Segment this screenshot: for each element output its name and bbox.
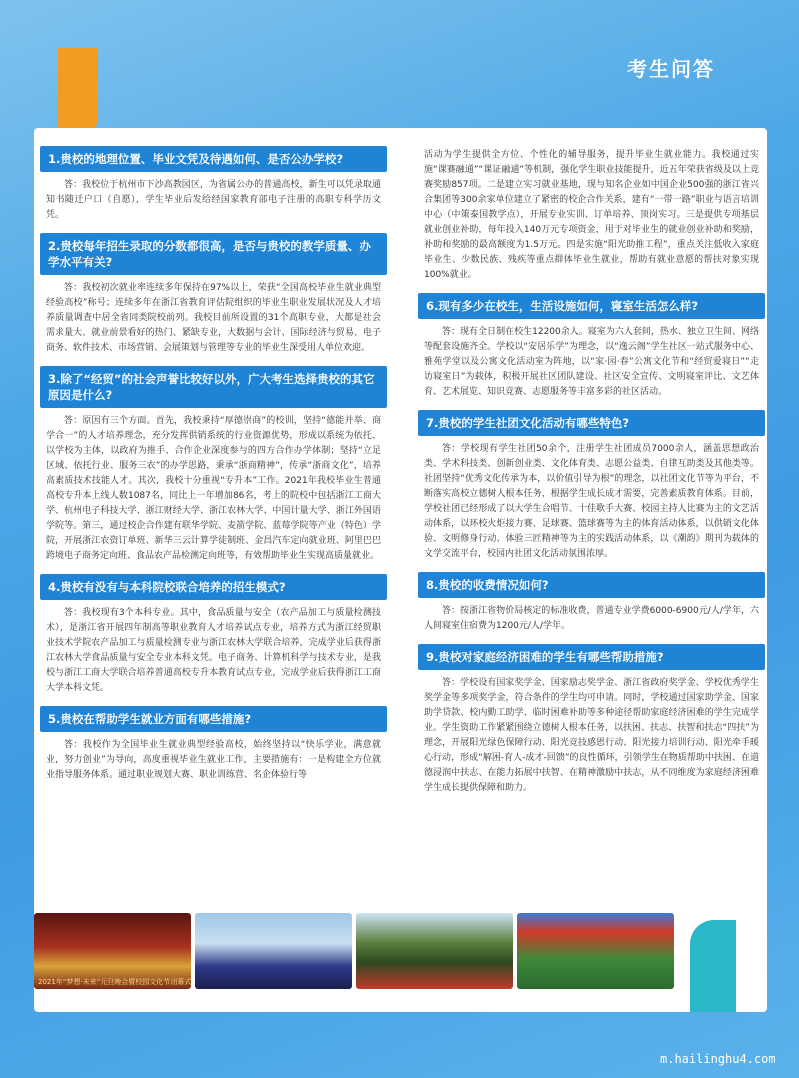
answer-text: 答：我校现有3个本科专业。其中，食品质量与安全（农产品加工与质量检测技术），是浙江省开展四年制高等职业教育人才培养试点专业，培养方式为浙江经贸职业技术学院农产品加工与质量检测专业与浙江农林大学联合培养，完成学业后获得浙江农林大学食品质量与安全专业本科文凭。电子商务、计算机科学与技术专业，是我校与浙江工商大学联合培养普通高校专升本教育试点专业，完成学业后获得浙江工商大学本科文凭。 xyxy=(46,608,381,693)
qa-item-3 xyxy=(40,366,387,574)
question-heading: 6.现有多少在校生，生活设施如何，寝室生活怎么样? xyxy=(418,293,765,319)
right-column xyxy=(418,146,765,806)
qa-item-7 xyxy=(418,410,765,572)
photo-strip xyxy=(34,913,674,989)
teal-corner-decoration xyxy=(690,920,736,1012)
answer-text: 答：现有全日制在校生12200余人。寝室为六人套间，热水、独立卫生间、网络等配套设施齐全。学校以“安居乐学”为理念，以“逸云阁”学生社区一站式服务中心、雅苑学堂以及公寓文化活动室为阵地，以“家·园·春”公寓文化节和“经贸爱寝日”“走访寝室日”为载体，积极开展社区团队建设、社区安全宣传、文明寝室评比、文艺体育、艺术展览、知识竞赛、志愿服务等丰富多彩的社区活动。 xyxy=(424,327,759,397)
photo-military-training xyxy=(356,913,513,989)
watermark: m.hailinghu4.com xyxy=(660,1052,776,1066)
photo-stage-performance xyxy=(34,913,191,989)
answer-text: 答：学校设有国家奖学金、国家励志奖学金、浙江省政府奖学金、学校优秀学生奖学金等多项奖学金，符合条件的学生均可申请。同时，学校通过国家助学金、国家助学贷款、校内勤工助学、临时困难补助等多种途径帮助家庭经济困难的学生完成学业。学生资助工作紧紧围绕立德树人根本任务，以扶困、扶志、扶智和扶志“四扶”为理念，开展阳光绿色保障行动、阳光竞技感恩行动、阳光接力培训行动、阳光牵手暖心行动，形成“解困-育人-成才-回馈”的良性循环，引领学生在物质帮助中扶困、在道德浸润中扶志、在能力拓展中扶智、在精神激励中扶志，从不同维度为家庭经济困难学生成长提供保障和助力。 xyxy=(424,678,759,793)
left-column xyxy=(40,146,387,793)
photo-dance-performance xyxy=(195,913,352,989)
photo-caption: 2021年“梦想·未来”元旦晚会暨校园文化节闭幕式 xyxy=(38,978,191,986)
qa-item-6 xyxy=(418,293,765,410)
answer-text: 答：原因有三个方面。首先，我校秉持“厚德崇商”的校训，坚持“德能并举、商学合一”的人才培养理念，充分发挥供销系统的行业资源优势，形成以系统为依托、以学校为主体，以政府为推手、合作企业深度参与的四方合作办学体制；坚持“立足区域、依托行业、服务三农”的办学思路，秉承“浙商精神”，传承“浙商文化”，培养高素质技术技能人才。其次，我校十分重视“专升本”工作。2021年我校毕业生普通高校专升本上线人数1087名，同比上一年增加86名，考上的院校中包括浙江工商大学、杭州电子科技大学、浙江财经大学、浙江农林大学、中国计量大学、浙江外国语学院等。第三，通过校企合作建有联华学院、麦箭学院、蓝莓学院等产业（特色）学院，开展浙江农资订单班、新华三云计算学徒制班、金昌汽车定向就业班、阿里巴巴跨境电子商务定向班、食品农产品检测定向班等，有效帮助毕业生实现高质量就业。 xyxy=(46,416,381,561)
answer-text: 答：我校位于杭州市下沙高教园区，为省属公办的普通高校，新生可以凭录取通知书随迁户口（自愿），学生毕业后发给经国家教育部电子注册的高职专科学历文凭。 xyxy=(46,180,381,220)
question-heading: 4.贵校有没有与本科院校联合培养的招生模式? xyxy=(40,574,387,600)
question-heading: 2.贵校每年招生录取的分数都很高，是否与贵校的教学质量、办学水平有关? xyxy=(40,233,387,275)
question-heading: 9.贵校对家庭经济困难的学生有哪些帮助措施? xyxy=(418,644,765,670)
answer-text: 答：我校作为全国毕业生就业典型经验高校，始终坚持以“快乐学业，满意就业，努力创业”为导向，高度重视毕业生就业工作，主要措施有：一是构建全方位就业指导服务体系。通过职业规划大赛、职业训练营、名企体验行等 xyxy=(46,740,381,780)
question-heading: 1.贵校的地理位置、毕业文凭及待遇如何、是否公办学校? xyxy=(40,146,387,172)
question-heading: 3.除了“经贸”的社会声誉比较好以外，广大考生选择贵校的其它原因是什么? xyxy=(40,366,387,408)
qa-item-5 xyxy=(40,706,387,793)
page-title: 考生问答 xyxy=(627,56,715,81)
question-heading: 7.贵校的学生社团文化活动有哪些特色? xyxy=(418,410,765,436)
qa-item-8 xyxy=(418,572,765,644)
qa-item-1 xyxy=(40,146,387,233)
answer-text: 答：按浙江省物价局核定的标准收费，普通专业学费6000-6900元/人/学年，六人间寝室住宿费为1200元/人/学年。 xyxy=(424,606,759,631)
qa-item-2 xyxy=(40,233,387,366)
orange-corner-decoration xyxy=(58,48,98,140)
answer-text: 答：学校现有学生社团50余个，注册学生社团成员7000余人，涵盖思想政治类、学术科技类、创新创业类、文化体育类、志愿公益类、自律互助类及其他类等。社团坚持“优秀文化传承为本，以价值引导为根”的理念，以社团文化节等为平台，不断落实高校立德树人根本任务，根据学生成长成才需要，完善素质教育体系。目前，学校社团已经形成了以大学生合唱节、十佳歌手大赛、校园主持人比赛为主的文艺活动体系，以环校火炬接力赛、足球赛、篮球赛等为主的体育活动体系，以供销文化体验、文明修身行动、体验三匠精神等为主的实践活动体系，以《潮韵》期刊为载体的文学交流平台，校园内社团文化活动氛围浓厚。 xyxy=(424,444,759,559)
qa-item-9 xyxy=(418,644,765,806)
answer-continuation: 活动为学生提供全方位、个性化的辅导服务，提升毕业生就业能力。我校通过实施“课赛融通”“课证融通”等机制，强化学生职业技能提升，近五年荣获省级及以上竞赛奖励857项。二是建立实习就业基地，现与知名企业如中国企业500强的浙江省兴合集团等300余家单位建立了紧密的校企合作关系，建有“一带一路”职业与语言培训中心（中策泰国教学点），开展专业实训、订单培养、顶岗实习。三是提供专项基层就业创业补助，每年投入140万元专项资金，用于对毕业生的就业创业补助和奖励，补助和奖励的最高额度为1.5万元。四是实施“阳光助推工程”，重点关注低收入家庭毕业生、少数民族、残疾等重点群体毕业生就业，帮助有就业意愿的帮扶对象实现100%就业。 xyxy=(424,150,759,280)
question-heading: 8.贵校的收费情况如何? xyxy=(418,572,765,598)
qa-item-4 xyxy=(40,574,387,706)
answer-text: 答：我校初次就业率连续多年保持在97%以上，荣获“全国高校毕业生就业典型经验高校”称号；连续多年在浙江省教育评估院组织的毕业生职业发展状况及人才培养质量调查中居全省同类院校前列。我校目前所设置的31个高职专业，大都是社会需求量大、就业前景看好的热门、紧缺专业，大数据与会计、国际经济与贸易、电子商务、软件技术、市场营销、会展策划与管理等专业的毕业生深受用人单位欢迎。 xyxy=(46,283,381,353)
question-heading: 5.贵校在帮助学生就业方面有哪些措施? xyxy=(40,706,387,732)
photo-football-match xyxy=(517,913,674,989)
